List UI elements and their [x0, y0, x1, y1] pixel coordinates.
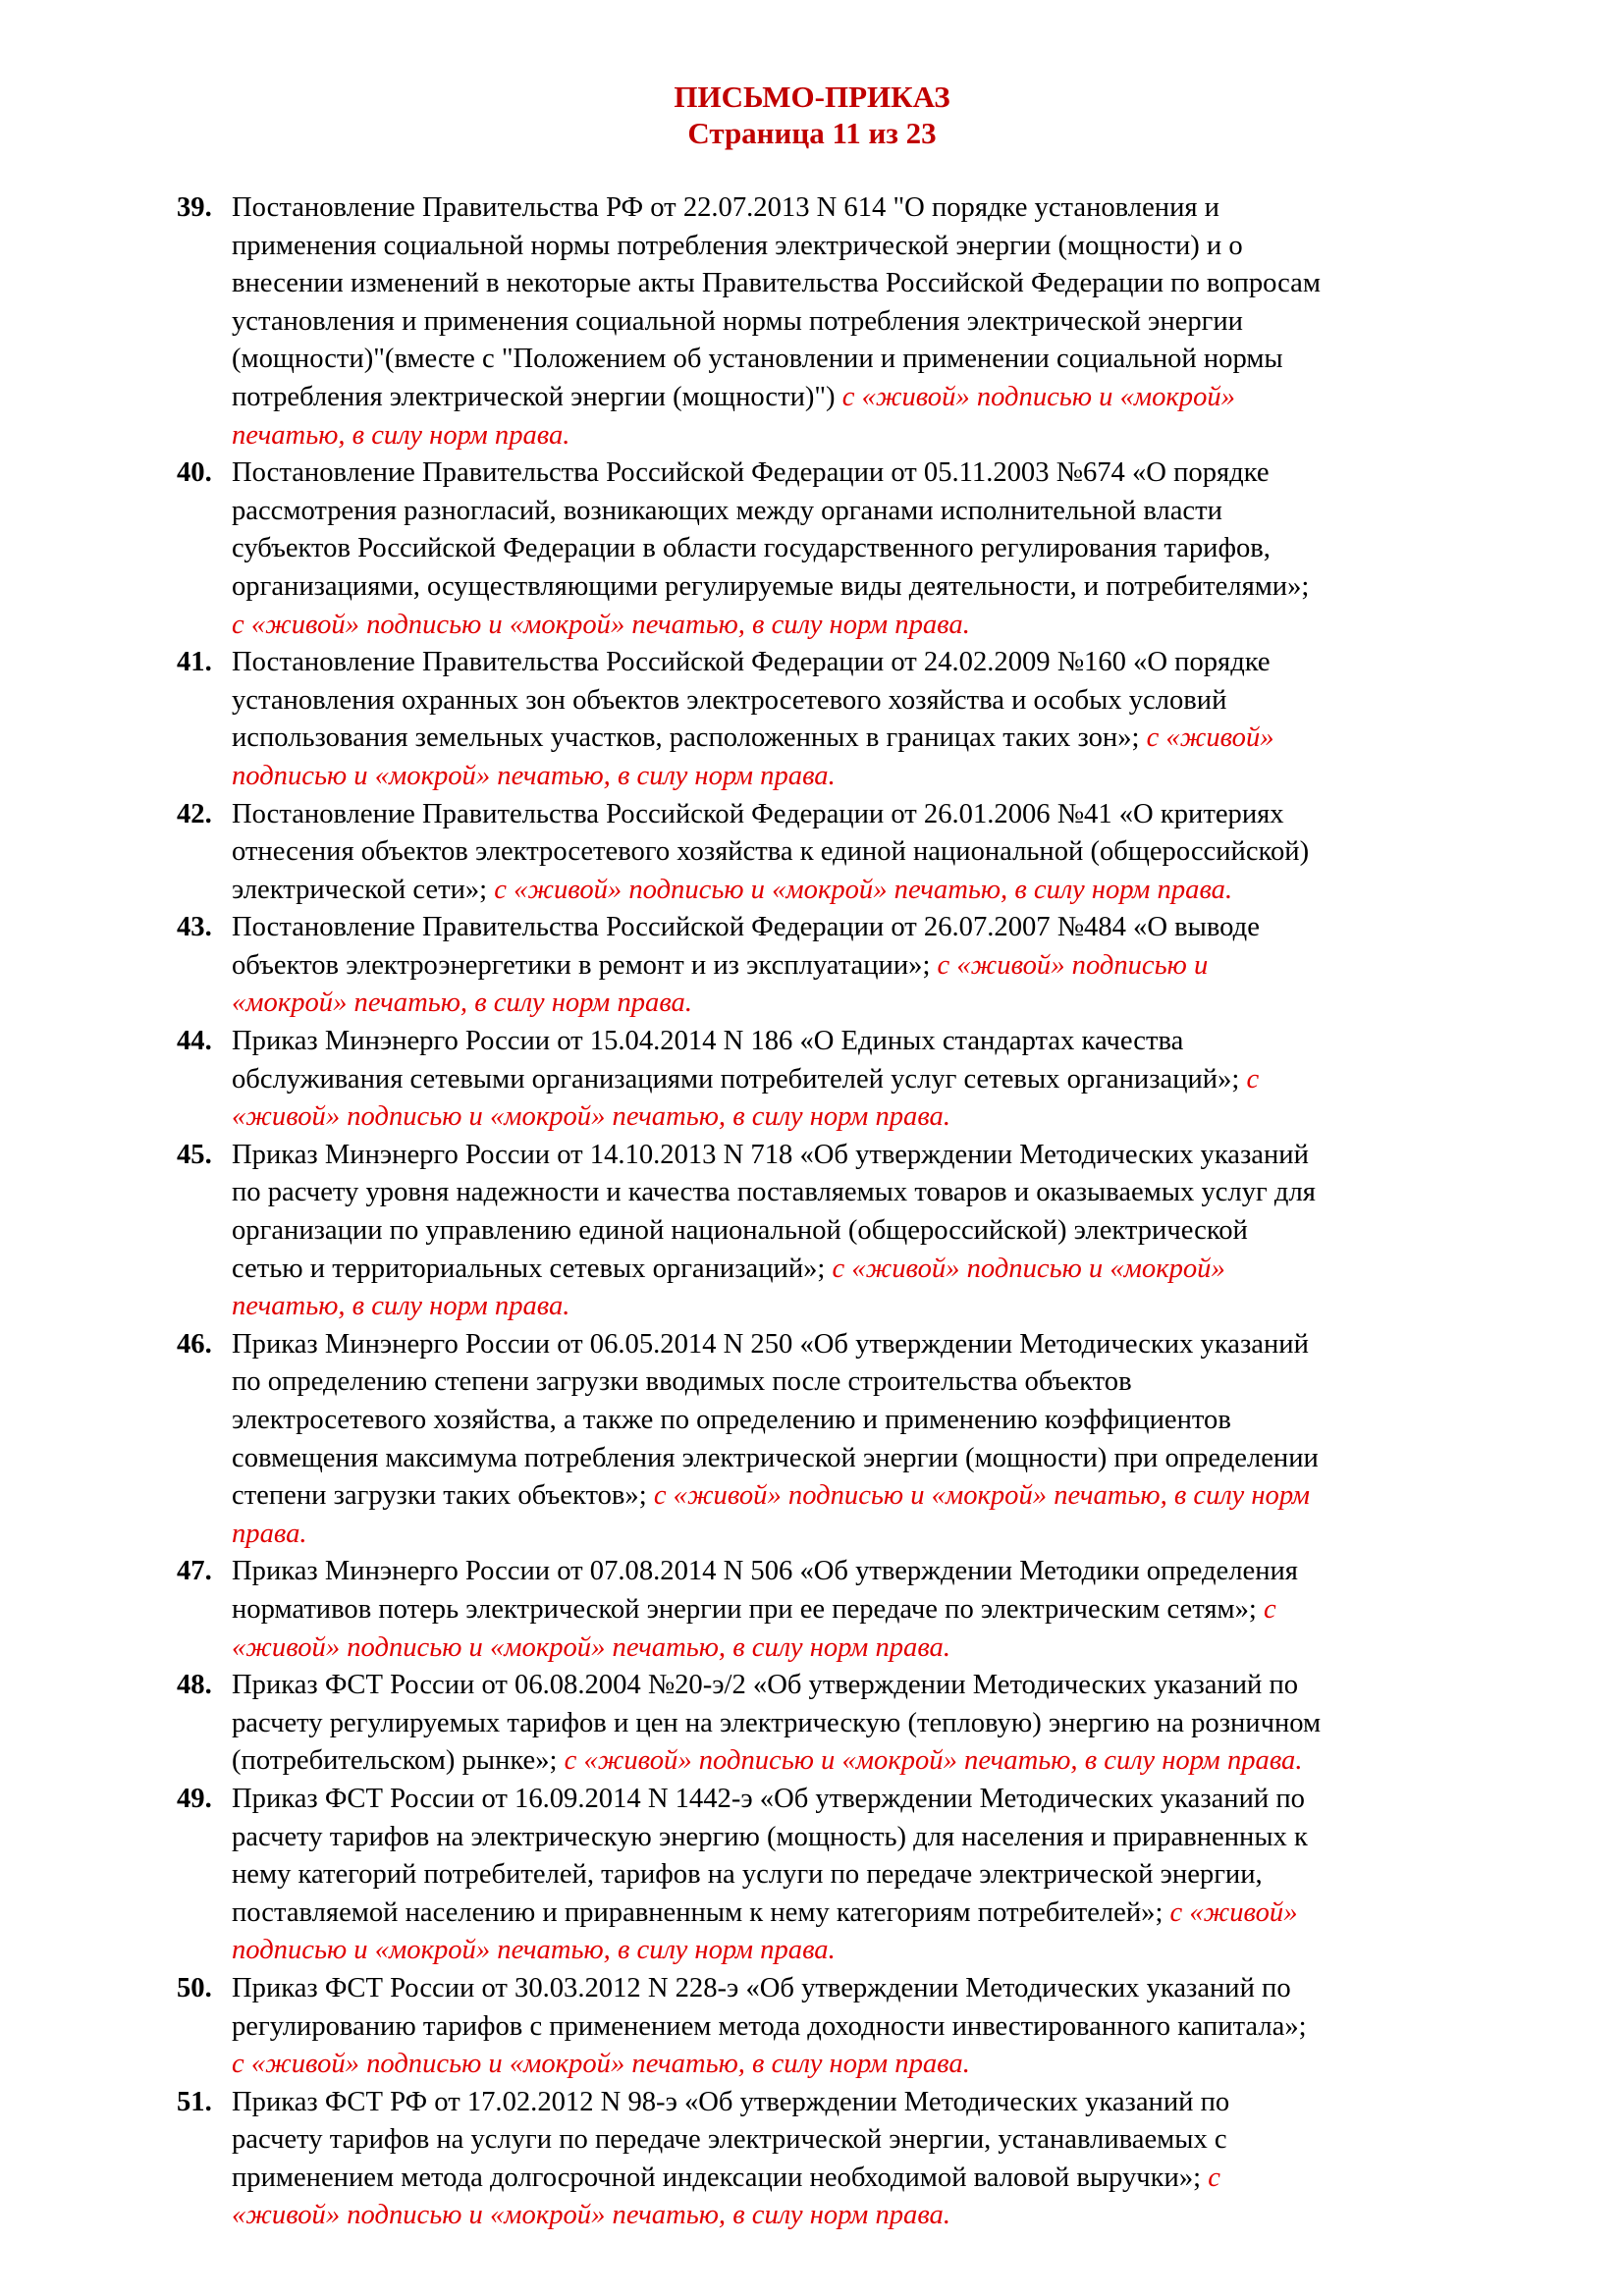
item-line — [232, 189, 1532, 228]
item-text: нормативов потерь электрической энергии при ее передаче по электрическим сетям»; — [232, 1593, 1264, 1625]
item-text: поставляемой населению и приравненным к нему категориям потребителей»; — [232, 1896, 1170, 1928]
item-text: регулированию тарифов с применением метода доходности инвестированного капитала»; — [232, 2010, 1307, 2042]
list-item — [177, 189, 1532, 454]
item-line — [232, 2084, 1532, 2122]
signature-note: с «живой» подписью и «мокрой» печатью, в силу норм права. — [232, 2049, 970, 2080]
signature-note: «живой» подписью и «мокрой» печатью, в силу норм права. — [232, 2200, 951, 2231]
signature-note: «живой» подписью и «мокрой» печатью, в силу норм права. — [232, 1101, 951, 1133]
item-text: субъектов Российской Федерации в области государственного регулирования тарифов, — [232, 533, 1271, 564]
signature-note: печатью, в силу норм права. — [232, 419, 570, 451]
item-text: объектов электроэнергетики в ремонт и из эксплуатации»; — [232, 949, 938, 981]
item-line — [232, 1098, 1532, 1137]
item-line — [232, 644, 1532, 682]
item-text: совмещения максимума потребления электрической энергии (мощности) при определении — [232, 1442, 1319, 1473]
item-line — [232, 1061, 1532, 1099]
item-number: 43. — [177, 912, 212, 943]
item-number: 48. — [177, 1670, 212, 1701]
item-text: расчету тарифов на услуги по передаче электрической энергии, устанавливаемых с — [232, 2124, 1227, 2156]
regulation-list — [177, 189, 1532, 2235]
item-line — [232, 493, 1532, 531]
signature-note: «мокрой» печатью, в силу норм права. — [232, 988, 693, 1019]
item-number: 42. — [177, 798, 212, 829]
item-text: сетью и территориальных сетевых организаций»; — [232, 1253, 833, 1284]
item-text: Постановление Правительства Российской Федерации от 05.11.2003 №674 «О порядке — [232, 457, 1270, 489]
signature-note: подписью и «мокрой» печатью, в силу норм права. — [232, 760, 836, 791]
list-item — [177, 1781, 1532, 1970]
item-number: 41. — [177, 647, 212, 678]
item-line — [232, 1023, 1532, 1061]
item-text: по расчету уровня надежности и качества поставляемых товаров и оказываемых услуг для — [232, 1177, 1316, 1208]
item-line — [232, 1819, 1532, 1857]
item-number: 49. — [177, 1783, 212, 1814]
signature-note: с — [1246, 1063, 1260, 1095]
item-line — [232, 1402, 1532, 1440]
signature-note: с — [1208, 2162, 1220, 2193]
item-number: 44. — [177, 1026, 212, 1057]
list-item — [177, 1326, 1532, 1554]
item-text: Приказ ФСТ РФ от 17.02.2012 N 98-э «Об утверждении Методических указаний по — [232, 2086, 1230, 2117]
item-line — [232, 872, 1532, 910]
item-line — [232, 1742, 1532, 1781]
item-line — [232, 1591, 1532, 1629]
item-line — [232, 1477, 1532, 1516]
item-text: установления и применения социальной нормы потребления электрической энергии — [232, 305, 1243, 337]
item-text: организациями, осуществляющими регулируемые виды деятельности, и потребителями»; — [232, 570, 1310, 602]
item-line — [232, 1856, 1532, 1895]
item-number: 46. — [177, 1328, 212, 1360]
item-text: Приказ ФСТ России от 16.09.2014 N 1442-э «Об утверждении Методических указаний по — [232, 1783, 1305, 1814]
item-text: электросетевого хозяйства, а также по определению и применению коэффициентов — [232, 1405, 1231, 1435]
item-line — [232, 1288, 1532, 1326]
item-line — [232, 1553, 1532, 1591]
item-number: 47. — [177, 1556, 212, 1587]
item-text: Приказ Минэнерго России от 07.08.2014 N 506 «Об утверждении Методики определения — [232, 1556, 1298, 1587]
item-text: расчету регулируемых тарифов и цен на электрическую (тепловую) энергию на розничном — [232, 1707, 1322, 1738]
item-line — [232, 341, 1532, 379]
item-text: Приказ ФСТ России от 30.03.2012 N 228-э «Об утверждении Методических указаний по — [232, 1972, 1291, 2003]
item-text: внесении изменений в некоторые акты Правительства Российской Федерации по вопросам — [232, 268, 1321, 299]
item-line — [232, 833, 1532, 872]
item-text: (мощности)"(вместе с "Положением об установлении и применении социальной нормы — [232, 344, 1283, 375]
item-text: Приказ Минэнерго России от 06.05.2014 N 250 «Об утверждении Методических указаний — [232, 1328, 1309, 1360]
signature-note: «живой» подписью и «мокрой» печатью, в силу норм права. — [232, 1631, 951, 1663]
list-item — [177, 1137, 1532, 1326]
item-text: (потребительском) рынке»; — [232, 1745, 565, 1777]
list-item — [177, 2084, 1532, 2235]
item-text: отнесения объектов электросетевого хозяйства к единой национальной (общероссийской) — [232, 836, 1310, 868]
signature-note: с «живой» подписью и «мокрой» печатью, в силу норм права. — [232, 609, 970, 640]
signature-note: с — [1263, 1593, 1276, 1625]
item-number: 51. — [177, 2086, 212, 2117]
list-item — [177, 1970, 1532, 2084]
item-line — [232, 758, 1532, 796]
item-line — [232, 530, 1532, 568]
item-text: степени загрузки таких объектов»; — [232, 1480, 654, 1512]
item-text: Приказ Минэнерго России от 14.10.2013 N 718 «Об утверждении Методических указаний — [232, 1139, 1309, 1170]
item-number: 50. — [177, 1972, 212, 2003]
item-text: потребления электрической энергии (мощности)") — [232, 381, 842, 412]
signature-note: с «живой» — [1146, 722, 1274, 754]
item-line — [232, 2008, 1532, 2047]
item-number: 45. — [177, 1139, 212, 1170]
item-text: по определению степени загрузки вводимых после строительства объектов — [232, 1366, 1132, 1398]
item-line — [232, 228, 1532, 266]
item-text: использования земельных участков, расположенных в границах таких зон»; — [232, 722, 1147, 754]
item-text: применением метода долгосрочной индексации необходимой валовой выручки»; — [232, 2162, 1209, 2193]
item-text: обслуживания сетевыми организациями потребителей услуг сетевых организаций»; — [232, 1063, 1247, 1095]
item-line — [232, 1705, 1532, 1743]
item-line — [232, 303, 1532, 342]
signature-note: с «живой» подписью и — [937, 949, 1209, 981]
item-line — [232, 1629, 1532, 1668]
item-text: Постановление Правительства Российской Федерации от 26.01.2006 №41 «О критериях — [232, 798, 1284, 829]
item-line — [232, 2046, 1532, 2084]
list-item — [177, 644, 1532, 795]
page-indicator: Страница 11 из 23 — [687, 116, 937, 150]
signature-note: печатью, в силу норм права. — [232, 1291, 570, 1322]
item-line — [232, 1516, 1532, 1554]
item-line — [232, 568, 1532, 607]
item-text: рассмотрения разногласий, возникающих между органами исполнительной власти — [232, 495, 1222, 526]
signature-note: с «живой» подписью и «мокрой» — [841, 381, 1235, 412]
item-text: Приказ ФСТ России от 06.08.2004 №20-э/2 «Об утверждении Методических указаний по — [232, 1670, 1299, 1701]
item-line — [232, 1895, 1532, 1933]
signature-note: с «живой» — [1169, 1896, 1298, 1928]
item-line — [232, 417, 1532, 455]
item-line — [232, 2197, 1532, 2235]
signature-note: с «живой» подписью и «мокрой» печатью, в силу норм права. — [564, 1745, 1303, 1777]
list-item — [177, 454, 1532, 644]
item-line — [232, 1326, 1532, 1364]
item-text: Постановление Правительства Российской Федерации от 24.02.2009 №160 «О порядке — [232, 647, 1271, 678]
signature-note: подписью и «мокрой» печатью, в силу норм права. — [232, 1935, 836, 1966]
item-text: установления охранных зон объектов электросетевого хозяйства и особых условий — [232, 684, 1227, 716]
item-text: нему категорий потребителей, тарифов на услуги по передаче электрической энергии, — [232, 1859, 1263, 1891]
signature-note: права. — [232, 1518, 307, 1549]
signature-note: с «живой» подписью и «мокрой» печатью, в силу норм — [653, 1480, 1310, 1512]
item-line — [232, 947, 1532, 986]
item-line — [232, 1251, 1532, 1289]
item-number: 39. — [177, 192, 212, 223]
item-line — [232, 379, 1532, 417]
item-line — [232, 985, 1532, 1023]
item-line — [232, 909, 1532, 947]
list-item — [177, 1667, 1532, 1781]
item-line — [232, 1667, 1532, 1705]
item-text: электрической сети»; — [232, 874, 495, 905]
item-line — [232, 607, 1532, 645]
item-line — [232, 265, 1532, 303]
item-line — [232, 2160, 1532, 2198]
list-item — [177, 796, 1532, 910]
item-text: Постановление Правительства Российской Федерации от 26.07.2007 №484 «О выводе — [232, 912, 1260, 943]
item-line — [232, 1440, 1532, 1478]
item-text: расчету тарифов на электрическую энергию (мощность) для населения и приравненных к — [232, 1821, 1308, 1852]
list-item — [177, 1023, 1532, 1137]
item-line — [232, 720, 1532, 758]
item-line — [232, 1137, 1532, 1175]
item-line — [232, 1970, 1532, 2008]
item-line — [232, 1932, 1532, 1970]
list-item — [177, 1553, 1532, 1667]
item-line — [232, 1363, 1532, 1402]
item-line — [232, 796, 1532, 834]
item-line — [232, 1174, 1532, 1212]
item-text: Постановление Правительства РФ от 22.07.2013 N 614 "О порядке установления и — [232, 192, 1219, 223]
item-line — [232, 454, 1532, 493]
signature-note: с «живой» подписью и «мокрой» печатью, в силу норм права. — [494, 874, 1233, 905]
list-item — [177, 909, 1532, 1023]
item-number: 40. — [177, 457, 212, 489]
item-line — [232, 1781, 1532, 1819]
document-title: ПИСЬМО-ПРИКАЗ — [674, 80, 950, 114]
signature-note: с «живой» подписью и «мокрой» — [832, 1253, 1225, 1284]
item-text: применения социальной нормы потребления электрической энергии (мощности) и о — [232, 230, 1243, 261]
item-line — [232, 682, 1532, 721]
item-text: организации по управлению единой национальной (общероссийской) электрической — [232, 1215, 1248, 1247]
item-line — [232, 1212, 1532, 1251]
item-line — [232, 2121, 1532, 2160]
item-text: Приказ Минэнерго России от 15.04.2014 N 186 «О Единых стандартах качества — [232, 1026, 1184, 1057]
